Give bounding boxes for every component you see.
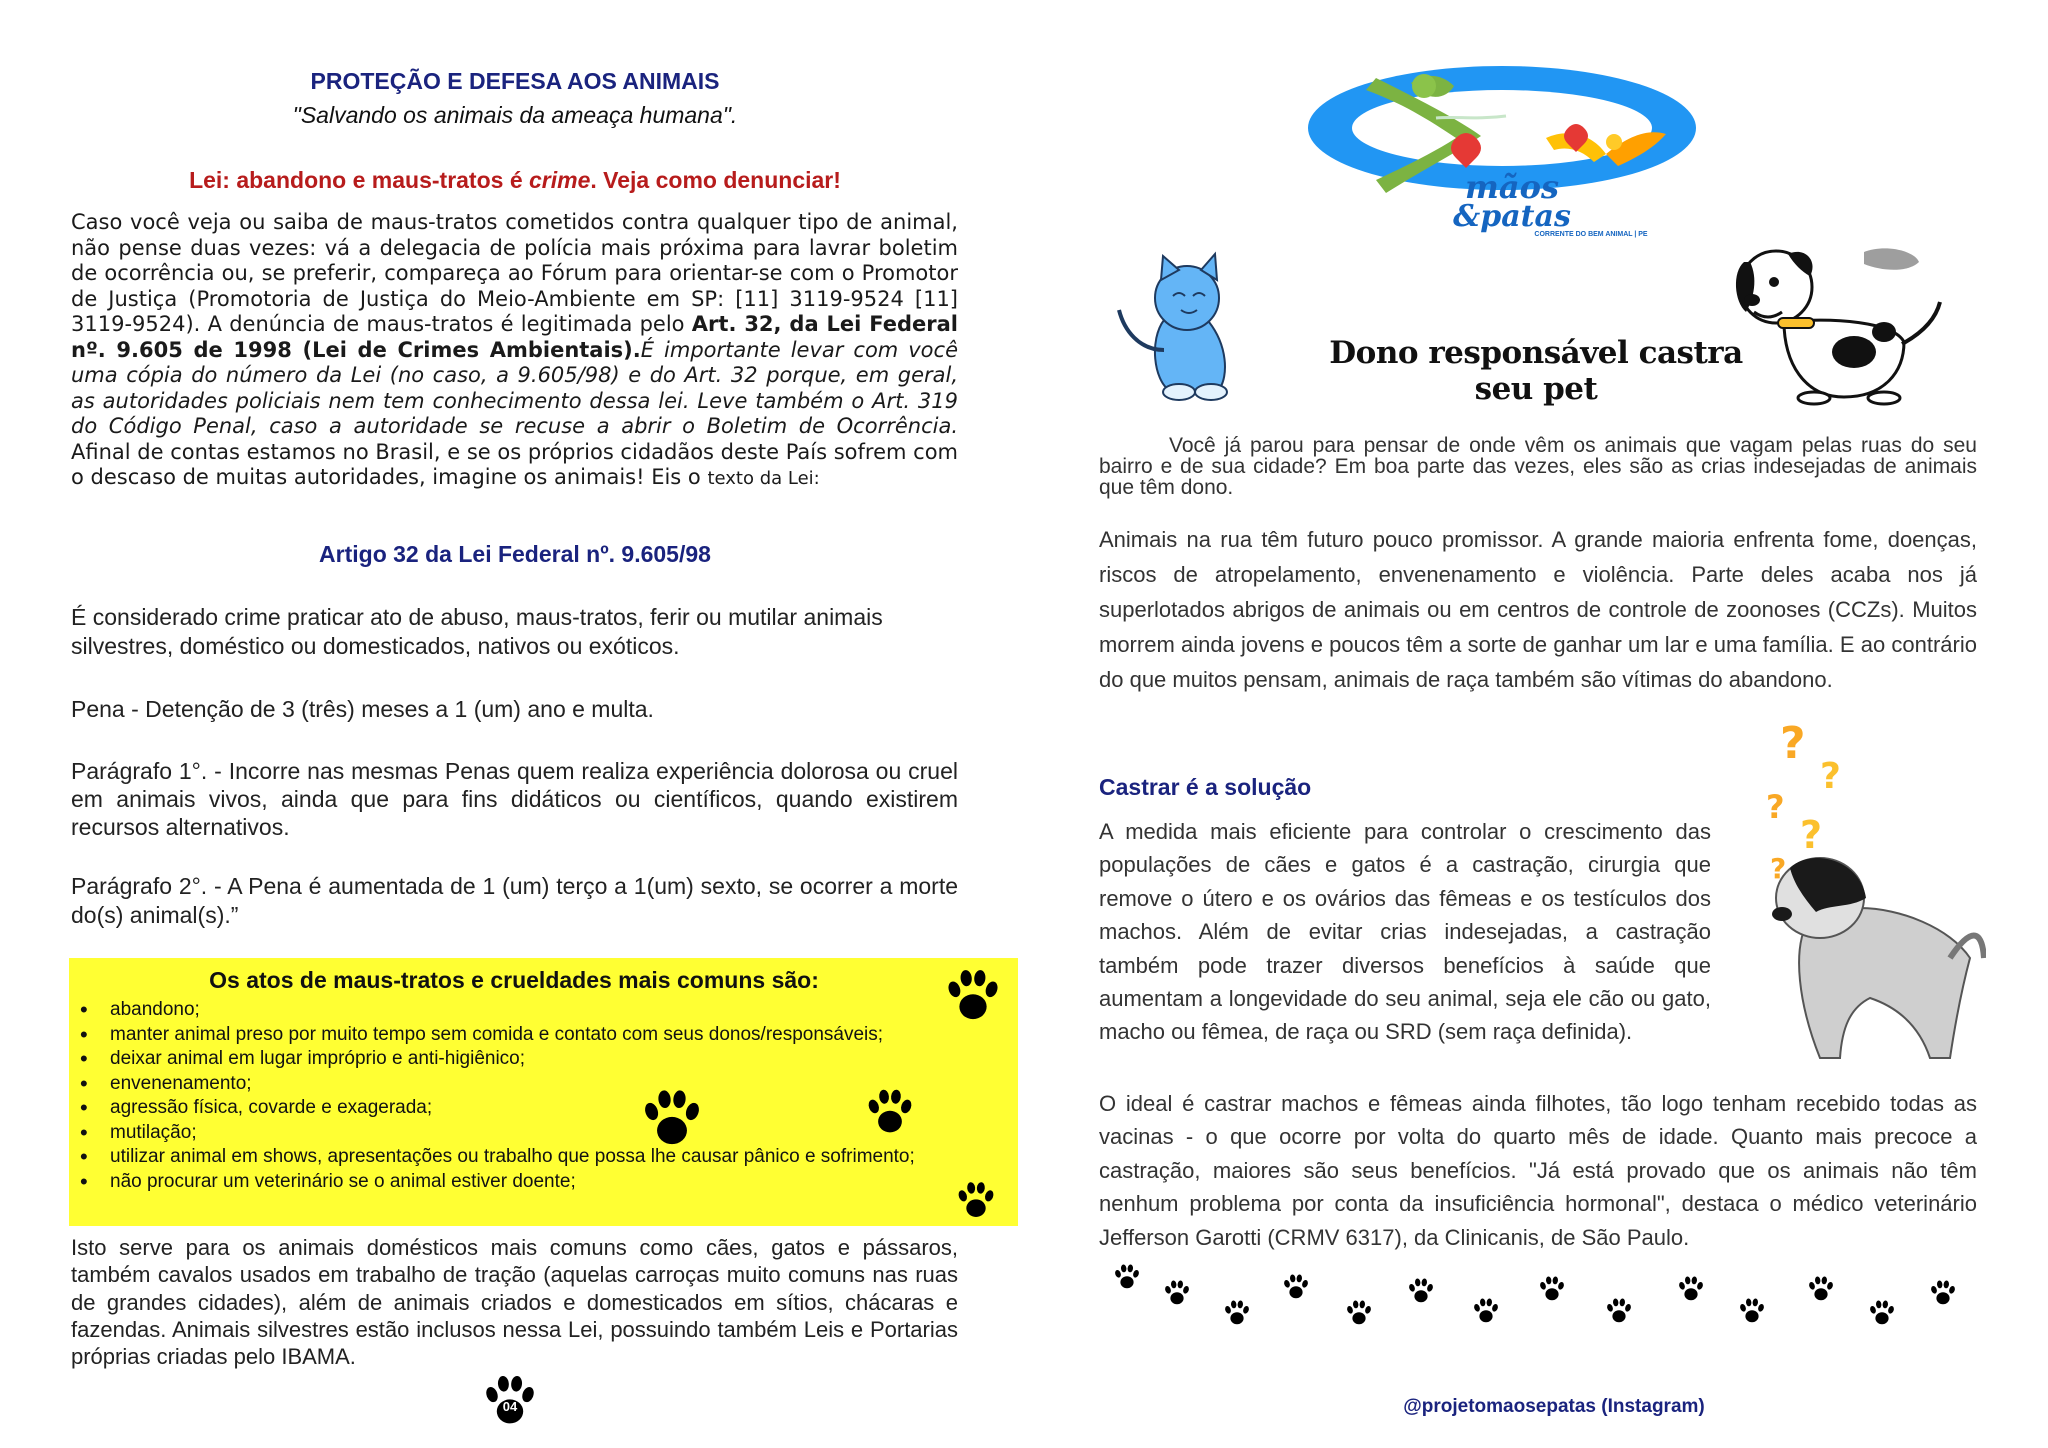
law-headline: Lei: abandono e maus-tratos é crime. Veja como denunciar!	[189, 167, 841, 193]
svg-text:&patas: &patas	[1453, 199, 1571, 234]
paw-icon	[1344, 1299, 1374, 1329]
intro-paragraph: Caso você veja ou saiba de maus-tratos cometidos contra qualquer tipo de animal, não pense duas vezes: vá a delegacia de polícia mais próxima para lavrar boletim de ocorrência ou, se preferir, compareça ao Fórum para orientar-se com o Promotor de Justiça (Promotoria de Justiça do Meio-Ambiente em SP: [11] 3119-9524 [11] 3119-9524). A denúncia de maus-tratos é legitimada pelo Art. 32, da Lei Federal nº. 9.605 de 1998 (Lei de Crimes Ambientais).É importante levar com você uma cópia do número da Lei (no caso, a 9.605/98) e do Art. 32 porque, em geral, as autoridades policiais nem tem conhecimento dessa lei. Leve também o Art. 319 do Código Penal, caso a autoridade se recuse a abrir o Boletim de Ocorrência. Afinal de contas estamos no Brasil, e se os próprios cidadãos deste País sofrem com o descaso de muitas autoridades, imagine os animais! Eis o texto da Lei:	[71, 210, 958, 489]
law-advice: É importante levar com você uma cópia do número da Lei (no caso, a 9.605/98) e do Art. 32 porque, em geral, as autoridades policiais nem tem conhecimento dessa lei. Leve também o Art. 319 do Código Penal, caso a autoridade se recuse a abrir o Boletim de Ocorrência.	[71, 337, 958, 438]
right-page	[1024, 0, 2048, 1448]
box-title: Os atos de maus-tratos e crueldades mais comuns são:	[209, 967, 819, 993]
svg-text:?: ?	[1820, 756, 1841, 797]
crime-emphasis: crime	[529, 167, 591, 193]
list-item: • utilizar animal em shows, apresentações ou trabalho que possa lhe causar pânico e sofrimento;	[78, 1145, 1008, 1170]
list-item: • envenenamento;	[78, 1072, 1008, 1097]
paw-icon	[1737, 1297, 1767, 1327]
question-dog-illustration	[1750, 708, 1986, 1068]
section-title: Dono responsável castra seu pet	[1329, 335, 1743, 407]
mistreatment-box	[69, 958, 1018, 1226]
svg-text:mãos: mãos	[1465, 168, 1559, 206]
paw-icon	[942, 967, 1004, 1029]
paw-icon	[1112, 1263, 1142, 1293]
article-paragraph: Pena - Detenção de 3 (três) meses a 1 (um) ano e multa.	[71, 696, 654, 722]
paw-icon	[1471, 1297, 1501, 1327]
body-paragraph: Animais na rua têm futuro pouco promissor. A grande maioria enfrenta fome, doenças, riscos de atropelamento, envenenamento e violência. Parte deles acaba nos já superlotados abrigos de animais ou em centros de controle de zoonoses (CCZs). Muitos morrem ainda jovens e poucos têm a sorte de ganhar um lar e uma família. E ao contrário do que muitos pensam, animais de raça também são vítimas do abandono.	[1099, 527, 1977, 692]
law-reference: Art. 32, da Lei Federal nº. 9.605 de 1998 (Lei de Crimes Ambientais).	[71, 312, 958, 362]
svg-text:?: ?	[1800, 813, 1823, 857]
paw-icon	[1281, 1273, 1311, 1303]
list-item: • mutilação;	[78, 1121, 1008, 1146]
paw-icon	[950, 1180, 1002, 1224]
svg-text:?: ?	[1770, 852, 1787, 885]
paw-icon	[1867, 1299, 1897, 1329]
article-paragraph: Parágrafo 2°. - A Pena é aumentada de 1 (um) terço a 1(um) sexto, se ocorrer a morte do(s) animal(s).”	[71, 873, 958, 928]
paw-icon	[1537, 1275, 1567, 1305]
paw-icon	[1928, 1279, 1958, 1309]
subsection-title: Castrar é a solução	[1099, 774, 1312, 800]
page-subtitle: "Salvando os animais da ameaça humana".	[292, 102, 738, 128]
paw-icon	[863, 1087, 917, 1141]
list-item: • não procurar um veterinário se o animal estiver doente;	[78, 1170, 1008, 1195]
paw-icon	[638, 1087, 706, 1155]
svg-text:?: ?	[1780, 718, 1806, 769]
paw-icon	[1604, 1297, 1634, 1327]
list-item: • abandono;	[78, 998, 1008, 1023]
paw-icon	[1406, 1277, 1436, 1307]
page-title: PROTEÇÃO E DEFESA AOS ANIMAIS	[310, 68, 720, 94]
body-paragraph: A medida mais eficiente para controlar o crescimento das populações de cães e gatos é a castração, cirurgia que remove o útero e os ovários das fêmeas e os testículos dos machos. Além de evitar crias indesejadas, a castração também pode trazer diversos benefícios à saúde que aumentam a longevidade do seu animal, seja ele cão ou gato, macho ou fêmea, de raça ou SRD (sem raça definida).	[1099, 819, 1711, 1045]
logo-mark	[1306, 58, 1722, 238]
paw-icon	[1806, 1275, 1836, 1305]
outro-paragraph: Isto serve para os animais domésticos mais comuns como cães, gatos e pássaros, também cavalos usados em trabalho de tração (aquelas carroças muito comuns nas ruas de grandes cidades), além de animais criados e domesticados em sítios, chácaras e fazendas. Animais silvestres estão inclusos nessa Lei, possuindo também Leis e Portarias próprias criadas pelo IBAMA.	[71, 1235, 958, 1370]
instagram-handle: @projetomaosepatas (Instagram)	[1403, 1396, 1705, 1417]
paw-icon	[1676, 1275, 1706, 1305]
article-paragraph: Parágrafo 1°. - Incorre nas mesmas Penas quem realiza experiência dolorosa ou cruel em animais vivos, ainda que para fins didáticos ou científicos, quando existirem recursos alternativos.	[71, 758, 958, 840]
body-paragraph: O ideal é castrar machos e fêmeas ainda filhotes, tão logo tenham recebido todas as vacinas - o que ocorre por volta do quarto mês de idade. Quanto mais precoce a castração, maiores são seus benefícios. "Já está provado que os animais não têm nenhum problema por conta da insuficiência hormonal", destaca o médico veterinário Jefferson Garotti (CRMV 6317), da Clinicanis, de São Paulo.	[1099, 1091, 1977, 1250]
list-item: • deixar animal em lugar impróprio e anti-higiênico;	[78, 1047, 1008, 1072]
cat-illustration	[1109, 250, 1269, 410]
article-paragraph: É considerado crime praticar ato de abuso, maus-tratos, ferir ou mutilar animais silvestres, doméstico ou domesticados, nativos ou exóticos.	[71, 604, 883, 659]
svg-text:?: ?	[1766, 788, 1785, 826]
intro-paragraph: Você já parou para pensar de onde vêm os animais que vagam pelas ruas do seu bairro e de sua cidade? Em boa parte das vezes, eles são as crias indesejadas de animais que têm dono.	[1099, 434, 1977, 499]
paw-icon	[1162, 1279, 1192, 1309]
svg-text:CORRENTE DO BEM ANIMAL | PE: CORRENTE DO BEM ANIMAL | PE	[1534, 231, 1648, 238]
list-item: • agressão física, covarde e exagerada;	[78, 1096, 1008, 1121]
article-title: Artigo 32 da Lei Federal nº. 9.605/98	[319, 541, 711, 567]
list-item: • manter animal preso por muito tempo sem comida e contato com seus donos/responsáveis;	[78, 1023, 1008, 1048]
page-number: 04	[502, 1399, 518, 1414]
paw-icon	[1222, 1299, 1252, 1329]
